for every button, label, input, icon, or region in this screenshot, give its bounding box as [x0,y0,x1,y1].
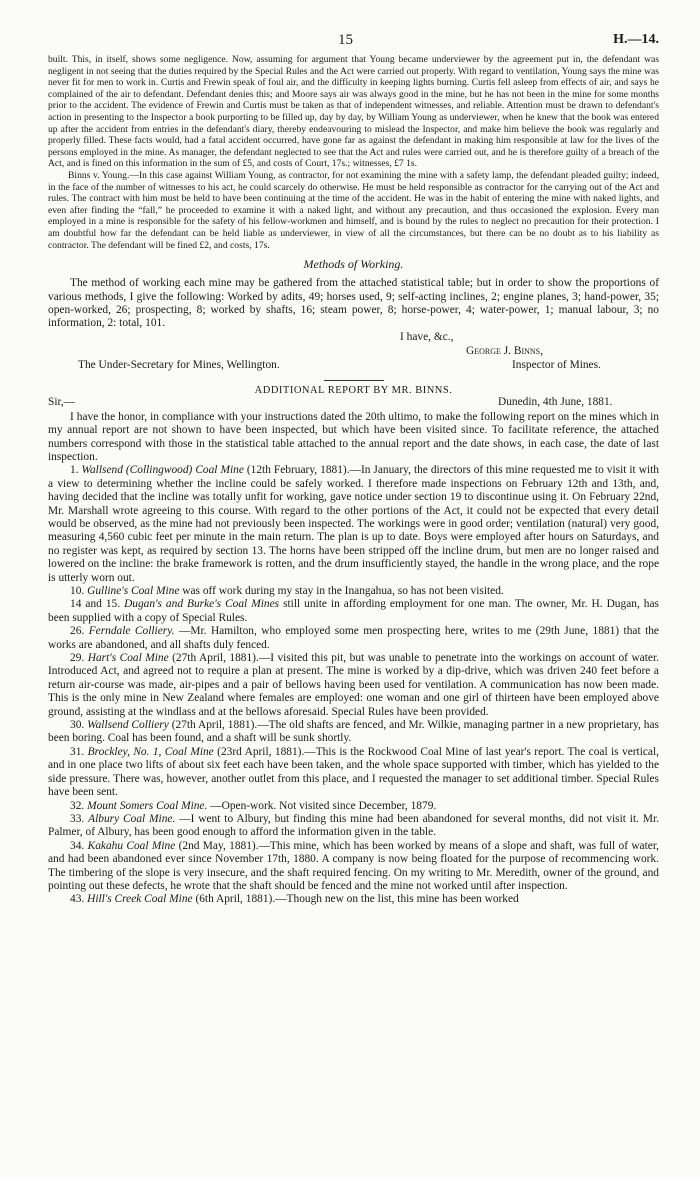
entry-text: (27th April, 1881).—The old shafts are fenced, and Mr. Wilkie, managing partner in a new proprietary, has been boring. Coal has been found, and a shaft will be sunk shortly. [48,719,659,745]
mine-entry [48,585,659,598]
entry-number: 33. [70,812,85,825]
mine-name: Mount Somers Coal Mine. [87,799,208,812]
mine-name: Gulline's Coal Mine [87,585,180,597]
salutation-line [48,396,659,411]
entry-text: (6th April, 1881).—Though new on the list, this mine has been worked [195,893,519,906]
findings-paragraph: built. This, in itself, shows some negligence. Now, assuming for argument that Young became underviewer by the agreement put in, the defendant was negligent in not seeing that the duties required by the Special Rules and the Act were carried out properly. With regard to ventilation, Young says the mine was never fit for men to work in. Curtis and Frewin speak of foul air, and the difficulty in keeping lights burning. Curtis fell asleep from effects of air, and says he complained of the air to defendant. Defendant denies this; and Moore says air was always good in the mine, but he has not been in the mine for some months prior to the accident. The evidence of Frewin and Curtis must be taken as that of independent witnesses, and reliable. Attention must be drawn to defendant's action in presenting to the Inspector a book purporting to be filled up, day by day, by William Young as underviewer, when he knew that the book was entered up after the accident from entries in the defendant's diary, thereby endeavouring to mislead the Inspector, and make him believe the book was regularly and properly filled. These facts would, had a fatal accident occurred, have gone far as against the defendant in making him responsible at law for the lives of the persons employed in the mine. As manager, the defendant neglected to see that the Act and rules were carried out, and he is therefore guilty of a breach of the Act, and is fined on this information in the sum of £5, and costs of Court, 17s.; witnesses, £7 1s. [48,54,659,170]
additional-report-title: ADDITIONAL REPORT BY MR. BINNS. [254,384,453,396]
entry-number: 32. [70,799,85,812]
page-number: 15 [338,32,353,48]
entry-text: —I went to Albury, but finding this mine had been abandoned for several months, did not visit it. Mr. Palmer, of Albury, has been good enough to afford the information given in the table. [48,812,659,839]
signatory-name: George J. Binns, [466,344,543,357]
mine-name: Hill's Creek Coal Mine [87,893,193,906]
mine-entry [48,746,659,800]
dateline: Dunedin, 4th June, 1881. [498,395,613,408]
mine-entries [48,464,659,906]
mine-name: Wallsend (Collingwood) Coal Mine [81,464,244,477]
signatory-title: Inspector of Mines. [512,358,601,371]
entry-number: 34. [70,839,85,852]
court-findings [48,54,659,251]
additional-report-body [48,411,659,907]
mine-name: Brockley, No. 1, Coal Mine [87,745,214,758]
mine-entry [48,800,659,813]
mine-name: Wallsend Colliery [87,719,169,732]
entry-text: (23rd April, 1881).—This is the Rockwood Coal Mine of last year's report. The coal is vertical, and in one place two lifts of about six feet each have been taken, and the whole space supported with timber, which has yielded to the side pressure. There was, however, another outlet from this place, and I requested the manager to set additional timber. Special Rules have been sent. [48,745,659,799]
entry-number: 1. [70,464,79,477]
closing: I have, &c., [400,330,454,343]
document-reference: H.—14. [613,32,659,47]
mine-entry [48,464,659,585]
entry-text: —Open-work. Not visited since December, 1879. [210,799,437,812]
entry-text: (27th April, 1881).—I visited this pit, but was unable to penetrate into the workings on account of water. Introduced Act, and agreed not to require a plan at present. The mine is worked by a dip-drive, which was driven 240 feet before a return air-course was made, air-pipes and a pair of bellows having been used for ventilation. A communication has now been made. This is the only mine in New Zealand where females are employed: one woman and one girl of thirteen have been employed above ground, assisting at the windlass and at the bellows aforesaid. Special Rules have been provided. [48,652,659,718]
binns-v-young-paragraph: Binns v. Young.—In this case against William Young, as contractor, for not examining the mine with a safety lamp, the defendant pleaded guilty; indeed, in the face of the number of witnesses to his act, he could scarcely do otherwise. He must be held responsible as contractor for the carrying out of the Act and rules. The contract with him must be held to have been continuing at the time of the accident. He was in the habit of entering the mine with naked lights, and even after finding the “fall,” he proceeded to examine it with a naked light, and without any precaution, and thus occasioned the explosion. Every man employed in a mine is responsible for the safety of his fellow-workmen and himself, and is bound by the rules to neglect no precaution for their protection. I am doubtful how far the defendant can be held liable as underviewer, in view of all the circumstances, but there can be no doubt as to his liability as contractor. The defendant will be fined £2, and costs, 17s. [48,169,659,251]
mine-entry [48,719,659,746]
signoff [48,331,659,376]
mine-entry [48,840,659,894]
entry-text: still unite in affording employment for one man. The owner, Mr. H. Dugan, has been supplied with a copy of Special Rules. [48,598,659,624]
entry-text: —Mr. Hamilton, who employed some men prospecting here, writes to me (29th June, 1881) that the works are abandoned, and all shafts duly fenced. [48,625,659,651]
entry-text: was off work during my stay in the Inangahua, so has not been visited. [182,585,504,597]
mine-entry [48,813,659,840]
salutation: Sir,— [48,395,76,408]
mine-name: Dugan's and Burke's Coal Mines [124,598,280,611]
addressee: The Under-Secretary for Mines, Wellington. [78,358,280,371]
methods-paragraph: The method of working each mine may be gathered from the attached statistical table; but in order to show the proportions of various methods, I give the following: Worked by adits, 49; horses used, 9; self-acting inclines, 2; engine planes, 3; hand-power, 35; open-worked, 26; prospecting, 8; worked by shafts, 16; steam power, 8; horse-power, 4; water-power, 1; manual labour, 3; no information, 2: total, 101. [48,277,659,330]
entry-number: 31. [70,745,85,758]
mine-entry [48,625,659,652]
entry-number: 43. [70,893,85,906]
mine-name: Albury Coal Mine. [88,812,176,825]
entry-number: 26. [70,625,85,638]
page-header [48,32,659,54]
mine-name: Hart's Coal Mine [87,652,169,665]
entry-text: (2nd May, 1881).—This mine, which has been worked by means of a slope and shaft, was full of water, and had been abandoned ever since November 17th, 1880. A company is now being floated for the purpose of recommencing work. The timbering of the slope is very insecure, and the shaft required fencing. On my writing to Mr. Meredith, owner of the ground, and pointing out these defects, he wrote that the shaft should be fenced and the mine not worked until after inspection. [48,839,660,892]
mine-entry [48,598,659,625]
section-divider [324,380,384,381]
entry-number: 30. [70,719,85,732]
document-page [48,32,659,907]
mine-entry [48,652,659,719]
entry-number: 10. [70,585,85,597]
entry-number: 14 and 15. [70,598,121,611]
entry-number: 29. [70,652,85,665]
mine-entry [48,893,659,906]
mine-name: Ferndale Colliery. [88,625,175,638]
entry-text: (12th February, 1881).—In January, the directors of this mine requested me to visit it with a view to determining whether the incline could be safely worked. I therefore made inspections on February 12th and 13th, and, having decided that the incline was totally unfit for working, gave notice under section 19 to discontinue using it. On February 22nd, Mr. Marshall wrote agreeing to this course. With regard to the other portions of the Act, it could not be expected that every detail would be observed, as the mine had not previously been inspected. The workings were in good order; ventilation (natural) very good, measuring 4,560 cubic feet per minute in the main return. The plan is up to date. Boys were employed after hours on Saturdays, and no register was kept, as required by section 13. The horns have been stripped off the incline drum, but men are no longer raised and lowered on the incline: the brake framework is rotten, and the drum insufficiently stayed, the handle in the wrong place, and the rope is utterly worn out. [48,464,659,584]
report-intro: I have the honor, in compliance with your instructions dated the 20th ultimo, to make the following report on the mines which in my annual report are not shown to have been inspected, but which have been visited since. To facilitate reference, the attached numbers correspond with those in the statistical table attached to the annual report and the date shows, in each case, the date of last inspection. [48,410,659,463]
methods-section [48,277,659,331]
mine-name: Kakahu Coal Mine [87,839,176,852]
methods-heading: Methods of Working. [303,257,404,272]
